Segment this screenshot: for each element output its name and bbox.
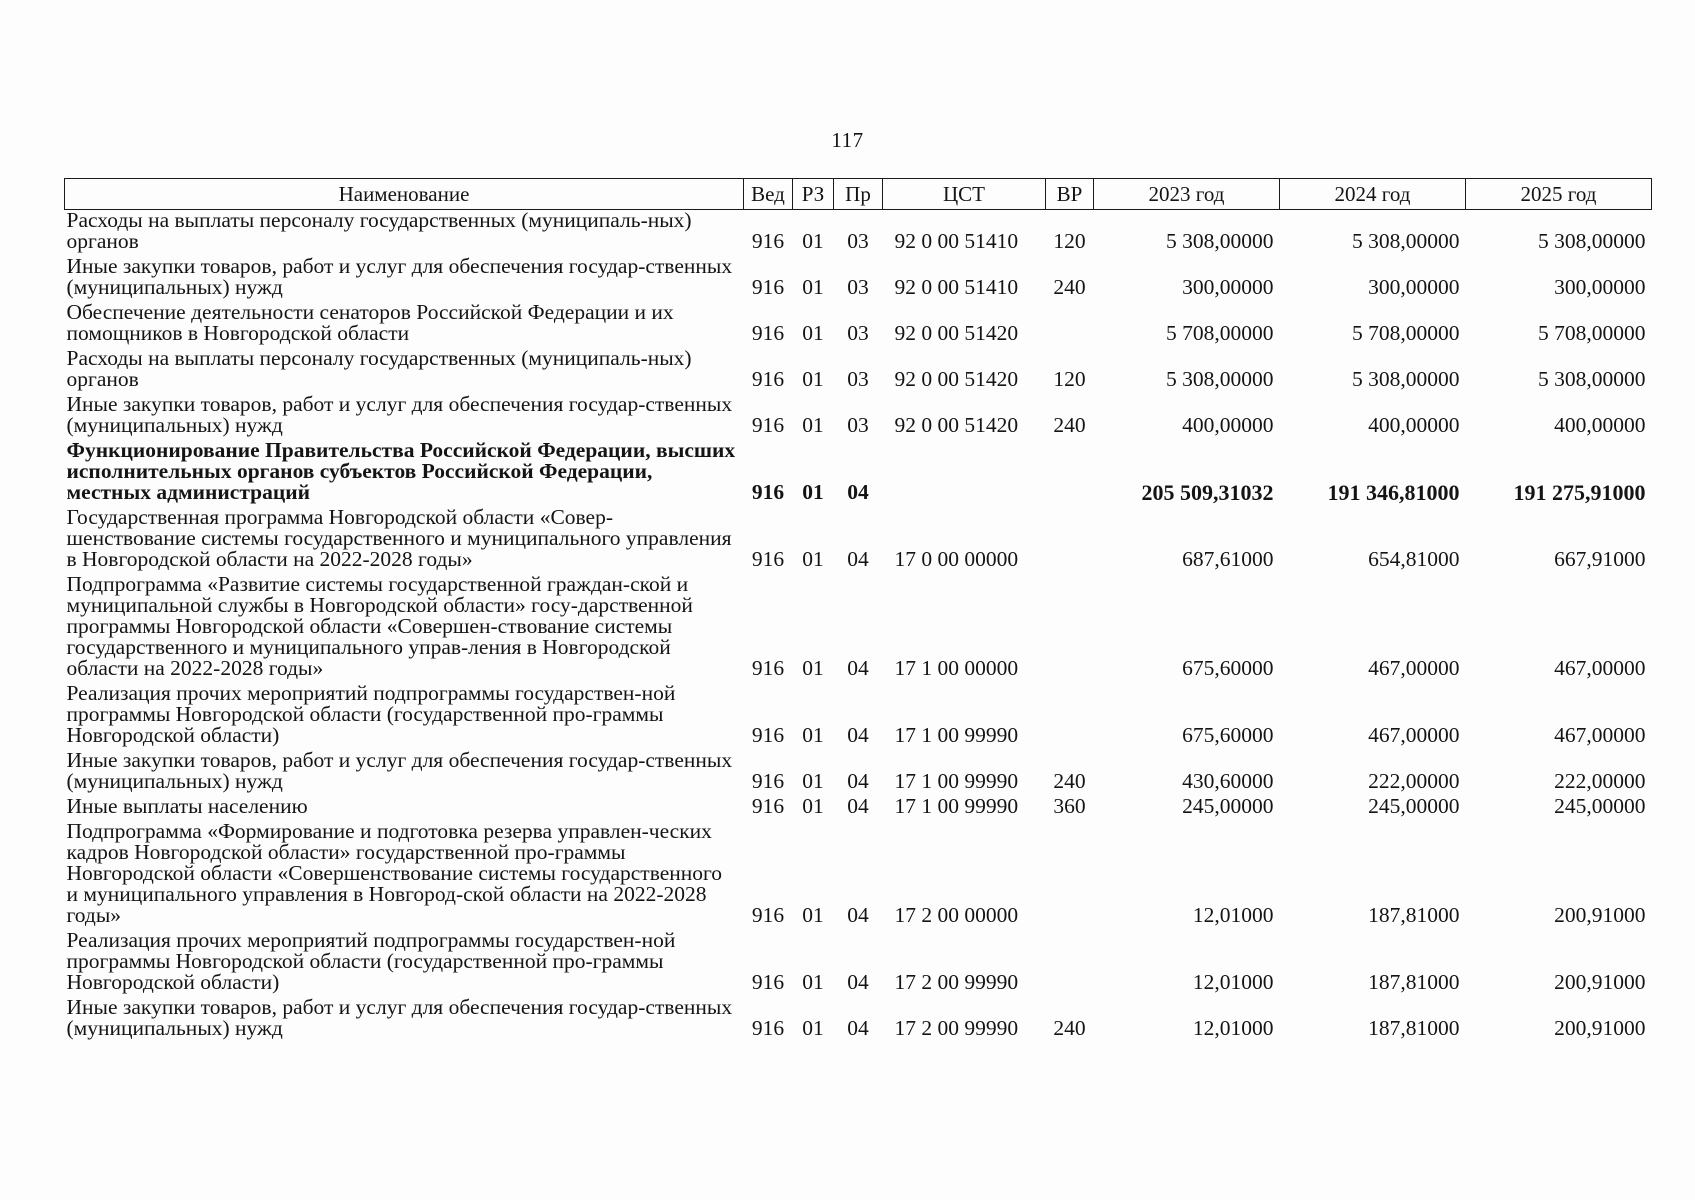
row-ved: 916 [751, 367, 785, 391]
table-row [65, 256, 1652, 302]
row-cst: 92 0 00 51410 [894, 229, 1019, 253]
row-pr: 03 [847, 229, 869, 253]
row-vr [1046, 683, 1094, 750]
row-vr [1046, 574, 1094, 683]
row-rz: 01 [802, 321, 824, 345]
row-rz: 01 [802, 480, 824, 504]
row-cst: 92 0 00 51420 [894, 321, 1019, 345]
row-vr [1046, 302, 1094, 348]
row-2025: 467,00000 [1554, 723, 1646, 747]
row-cst: 17 1 00 99990 [894, 723, 1019, 747]
row-ved: 916 [751, 413, 785, 437]
row-name: Иные закупки товаров, работ и услуг для обеспечения государ-ственных (муниципальных) нужд [66, 748, 733, 793]
row-2024: 222,00000 [1368, 769, 1460, 793]
row-rz: 01 [802, 794, 824, 818]
row-ved: 916 [751, 547, 785, 571]
row-2025: 467,00000 [1554, 656, 1646, 680]
row-pr: 04 [847, 656, 869, 680]
row-rz: 01 [802, 367, 824, 391]
row-name: Иные закупки товаров, работ и услуг для обеспечения государ-ственных (муниципальных) нужд [66, 995, 733, 1040]
row-2025: 222,00000 [1554, 769, 1646, 793]
row-ved: 916 [751, 275, 785, 299]
header-rz: РЗ [793, 179, 834, 210]
row-2023: 12,01000 [1192, 970, 1274, 994]
row-rz: 01 [802, 903, 824, 927]
table-row [65, 821, 1652, 930]
row-2023: 12,01000 [1192, 903, 1274, 927]
header-pr: Пр [834, 179, 883, 210]
row-2025: 667,91000 [1554, 547, 1646, 571]
row-name: Государственная программа Новгородской области «Совер-шенствование системы государственного и муниципального управления в Новгородской области на 2022-2028 годы» [66, 505, 732, 571]
row-rz: 01 [802, 413, 824, 437]
row-2025: 5 308,00000 [1538, 367, 1646, 391]
row-2025: 200,91000 [1554, 970, 1646, 994]
table-body [65, 210, 1652, 1044]
row-pr: 03 [847, 321, 869, 345]
row-ved: 916 [751, 480, 785, 504]
row-rz: 01 [802, 970, 824, 994]
row-2024: 400,00000 [1368, 413, 1460, 437]
row-2024: 5 308,00000 [1352, 229, 1460, 253]
row-ved: 916 [751, 794, 785, 818]
row-pr: 04 [847, 547, 869, 571]
row-rz: 01 [802, 1016, 824, 1040]
row-pr: 04 [847, 794, 869, 818]
row-name: Иные закупки товаров, работ и услуг для обеспечения государ-ственных (муниципальных) нужд [66, 254, 733, 299]
row-cst: 17 0 00 00000 [894, 547, 1019, 571]
row-2024: 300,00000 [1368, 275, 1460, 299]
row-2024: 187,81000 [1368, 970, 1460, 994]
header-2024: 2024 год [1280, 179, 1466, 210]
row-rz: 01 [802, 275, 824, 299]
table-row [65, 210, 1652, 257]
page-number: 117 [831, 128, 864, 152]
row-2025: 200,91000 [1554, 1016, 1646, 1040]
row-name: Обеспечение деятельности сенаторов Российской Федерации и их помощников в Новгородской области [66, 300, 674, 345]
row-2023: 675,60000 [1182, 723, 1274, 747]
row-ved: 916 [751, 723, 785, 747]
row-name: Реализация прочих мероприятий подпрограммы государствен-ной программы Новгородской области (государственной про-граммы Новгородской области) [66, 928, 676, 994]
row-name: Расходы на выплаты персоналу государственных (муниципаль-ных) органов [66, 346, 692, 391]
table-row [65, 394, 1652, 440]
row-vr: 360 [1053, 794, 1086, 818]
row-name: Подпрограмма «Формирование и подготовка резерва управлен-ческих кадров Новгородской области» государственной про-граммы Новгородской области «Совершенствование системы государственного и муниципального управления в Новгород-ской области на 2022-2028 годы» [66, 819, 723, 927]
row-cst: 92 0 00 51410 [894, 275, 1019, 299]
row-rz: 01 [802, 547, 824, 571]
table-header [65, 179, 1652, 210]
row-2024: 5 708,00000 [1352, 321, 1460, 345]
header-ved: Вед [744, 179, 793, 210]
row-2024: 245,00000 [1368, 794, 1460, 818]
row-cst: 17 1 00 99990 [894, 794, 1019, 818]
row-2024: 187,81000 [1368, 1016, 1460, 1040]
row-vr [1046, 440, 1094, 507]
row-pr: 04 [847, 1016, 869, 1040]
row-2023: 430,60000 [1182, 769, 1274, 793]
row-2024: 187,81000 [1368, 903, 1460, 927]
row-cst: 17 2 00 99990 [894, 970, 1019, 994]
row-2025: 200,91000 [1554, 903, 1646, 927]
row-2024: 467,00000 [1368, 723, 1460, 747]
row-2023: 687,61000 [1182, 547, 1274, 571]
row-2024: 654,81000 [1368, 547, 1460, 571]
row-cst [883, 440, 1046, 507]
row-2023: 300,00000 [1182, 275, 1274, 299]
table-row [65, 348, 1652, 394]
row-name: Иные выплаты населению [66, 794, 308, 818]
row-ved: 916 [751, 970, 785, 994]
row-ved: 916 [751, 1016, 785, 1040]
row-vr [1046, 930, 1094, 997]
row-2024: 467,00000 [1368, 656, 1460, 680]
row-vr: 240 [1053, 413, 1086, 437]
row-ved: 916 [751, 903, 785, 927]
header-2025: 2025 год [1466, 179, 1652, 210]
row-name: Реализация прочих мероприятий подпрограммы государствен-ной программы Новгородской области (государственной про-граммы Новгородской области) [66, 681, 676, 747]
header-cst: ЦСТ [883, 179, 1046, 210]
row-2023: 205 509,31032 [1141, 480, 1274, 505]
row-vr: 240 [1053, 275, 1086, 299]
row-rz: 01 [802, 229, 824, 253]
header-2023: 2023 год [1094, 179, 1280, 210]
row-pr: 03 [847, 275, 869, 299]
row-2023: 400,00000 [1182, 413, 1274, 437]
row-vr [1046, 821, 1094, 930]
row-ved: 916 [751, 656, 785, 680]
row-2023: 675,60000 [1182, 656, 1274, 680]
budget-table [64, 178, 1652, 1043]
row-rz: 01 [802, 723, 824, 747]
row-ved: 916 [751, 769, 785, 793]
row-2025: 191 275,91000 [1513, 480, 1646, 505]
row-pr: 03 [847, 367, 869, 391]
row-2023: 5 308,00000 [1166, 229, 1274, 253]
header-name: Наименование [65, 179, 744, 210]
row-2025: 5 308,00000 [1538, 229, 1646, 253]
table-row [65, 302, 1652, 348]
row-cst: 17 2 00 99990 [894, 1016, 1019, 1040]
row-2024: 191 346,81000 [1327, 480, 1460, 505]
row-cst: 17 2 00 00000 [894, 903, 1019, 927]
row-vr: 240 [1053, 1016, 1086, 1040]
row-cst: 92 0 00 51420 [894, 413, 1019, 437]
table-row-section-total [65, 440, 1652, 507]
row-name: Иные закупки товаров, работ и услуг для обеспечения государ-ственных (муниципальных) нужд [66, 392, 733, 437]
table-row [65, 683, 1652, 750]
row-2024: 5 308,00000 [1352, 367, 1460, 391]
row-pr: 04 [847, 480, 869, 504]
row-name: Подпрограмма «Развитие системы государственной граждан-ской и муниципальной службы в Новгородской области» госу-дарственной программы Новгородской области «Совершен-ствование системы государственного и муниципального управ-ления в Новгородской области на 2022-2028 годы» [66, 572, 693, 680]
row-pr: 04 [847, 903, 869, 927]
table-row [65, 796, 1652, 821]
row-pr: 04 [847, 723, 869, 747]
row-ved: 916 [751, 229, 785, 253]
table-row [65, 574, 1652, 683]
row-cst: 92 0 00 51420 [894, 367, 1019, 391]
row-2023: 5 308,00000 [1166, 367, 1274, 391]
row-cst: 17 1 00 00000 [894, 656, 1019, 680]
row-2023: 5 708,00000 [1166, 321, 1274, 345]
table-row [65, 997, 1652, 1043]
table-row [65, 930, 1652, 997]
row-pr: 04 [847, 970, 869, 994]
row-vr: 120 [1053, 367, 1086, 391]
row-2023: 12,01000 [1192, 1016, 1274, 1040]
table-row [65, 750, 1652, 796]
row-2025: 300,00000 [1554, 275, 1646, 299]
row-pr: 04 [847, 769, 869, 793]
row-ved: 916 [751, 321, 785, 345]
row-2025: 5 708,00000 [1538, 321, 1646, 345]
table-row [65, 507, 1652, 574]
row-vr: 240 [1053, 769, 1086, 793]
header-vr: ВР [1046, 179, 1094, 210]
row-2023: 245,00000 [1182, 794, 1274, 818]
row-2025: 400,00000 [1554, 413, 1646, 437]
row-cst: 17 1 00 99990 [894, 769, 1019, 793]
row-name: Функционирование Правительства Российской Федерации, высших исполнительных органов субъектов Российской Федерации, местных администраций [66, 438, 736, 504]
row-rz: 01 [802, 656, 824, 680]
row-rz: 01 [802, 769, 824, 793]
row-vr [1046, 507, 1094, 574]
row-name: Расходы на выплаты персоналу государственных (муниципаль-ных) органов [66, 208, 692, 253]
row-pr: 03 [847, 413, 869, 437]
row-vr: 120 [1053, 229, 1086, 253]
row-2025: 245,00000 [1554, 794, 1646, 818]
